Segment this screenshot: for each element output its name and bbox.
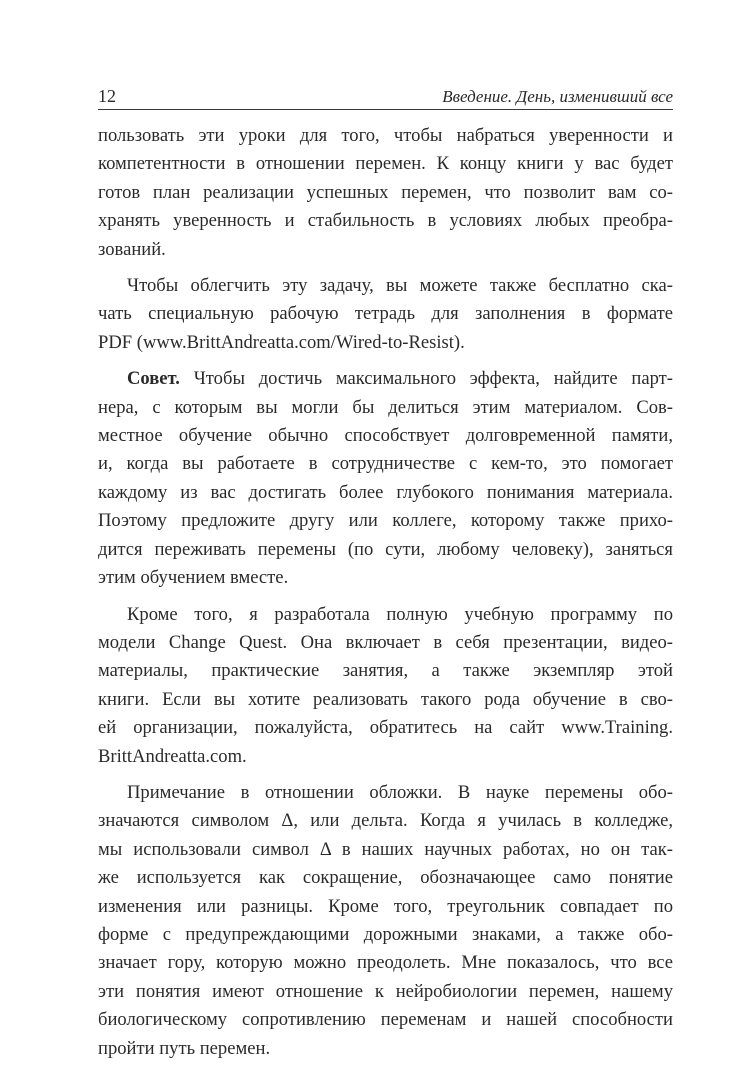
tip-paragraph	[98, 365, 673, 592]
text-line: компетентности в отношении перемен. К концу книги у вас будет	[98, 153, 673, 175]
text-line: пользовать эти уроки для того, чтобы набраться уверенности и	[98, 125, 673, 146]
running-title: Введение. День, изменивший все	[442, 87, 673, 106]
text-line: форме с предупреждающими дорожными знаками, а также обо-	[98, 923, 673, 945]
text-line: этим обучением вместе.	[98, 567, 289, 589]
paragraph	[98, 272, 673, 357]
text-line: каждому из вас достигать более глубокого понимания материала.	[98, 481, 673, 503]
text-line: BrittAndreatta.com.	[98, 745, 247, 767]
text-line: же используется как сокращение, обозначающее само понятие	[98, 867, 673, 889]
page-number: 12	[98, 86, 116, 106]
text-line: значаются символом Δ, или дельта. Когда я училась в колледже,	[98, 810, 673, 832]
text-line: чать специальную рабочую тетрадь для заполнения в формате	[98, 303, 673, 325]
body-text	[98, 122, 673, 1071]
text-line: Чтобы облегчить эту задачу, вы можете также бесплатно ска-	[127, 275, 673, 297]
text-line: мы использовали символ Δ в наших научных работах, но он так-	[98, 838, 673, 860]
text-line: зований.	[98, 238, 166, 260]
text-line: PDF (www.BrittAndreatta.com/Wired-to-Resist).	[98, 331, 465, 353]
text-line: Кроме того, я разработала полную учебную программу по	[127, 603, 673, 625]
tip-label: Совет.	[127, 368, 180, 390]
text-line: готов план реализации успешных перемен, что позволит вам со-	[98, 181, 673, 203]
text-line: изменения или разницы. Кроме того, треугольник совпадает по	[98, 895, 673, 917]
text-line: нера, с которым вы могли бы делиться этим материалом. Сов-	[98, 396, 673, 418]
text-line: книги. Если вы хотите реализовать такого рода обучение в сво-	[98, 688, 673, 710]
page-header	[98, 82, 673, 110]
paragraph	[98, 122, 673, 264]
text-line: и, когда вы работаете в сотрудничестве с кем-то, это помогает	[98, 453, 673, 475]
tip-first-line: Чтобы достичь максимального эффекта, найдите парт-	[179, 368, 673, 390]
text-line: дится переживать перемены (по сути, любому человеку), заняться	[98, 538, 673, 560]
text-line: Примечание в отношении обложки. В науке перемены обо-	[127, 781, 673, 803]
text-line: материалы, практические занятия, а также экземпляр этой	[98, 660, 673, 682]
text-line: местное обучение обычно способствует долговременной памяти,	[98, 425, 673, 447]
text-line: пройти путь перемен.	[98, 1037, 271, 1059]
text-line: модели Change Quest. Она включает в себя презентации, видео-	[98, 631, 673, 653]
text-line	[98, 365, 673, 393]
text-line: эти понятия имеют отношение к нейробиологии перемен, нашему	[98, 980, 673, 1002]
text-line: хранять уверенность и стабильность в условиях любых преобра-	[98, 210, 673, 232]
text-line: ей организации, пожалуйста, обратитесь на сайт www.Training.	[98, 717, 673, 739]
text-line: биологическому сопротивлению переменам и нашей способности	[98, 1009, 673, 1031]
paragraph	[98, 601, 673, 771]
text-line: Поэтому предложите другу или коллеге, которому также прихо-	[98, 510, 673, 532]
text-line: значает гору, которую можно преодолеть. Мне показалось, что все	[98, 952, 673, 974]
paragraph	[98, 779, 673, 1063]
